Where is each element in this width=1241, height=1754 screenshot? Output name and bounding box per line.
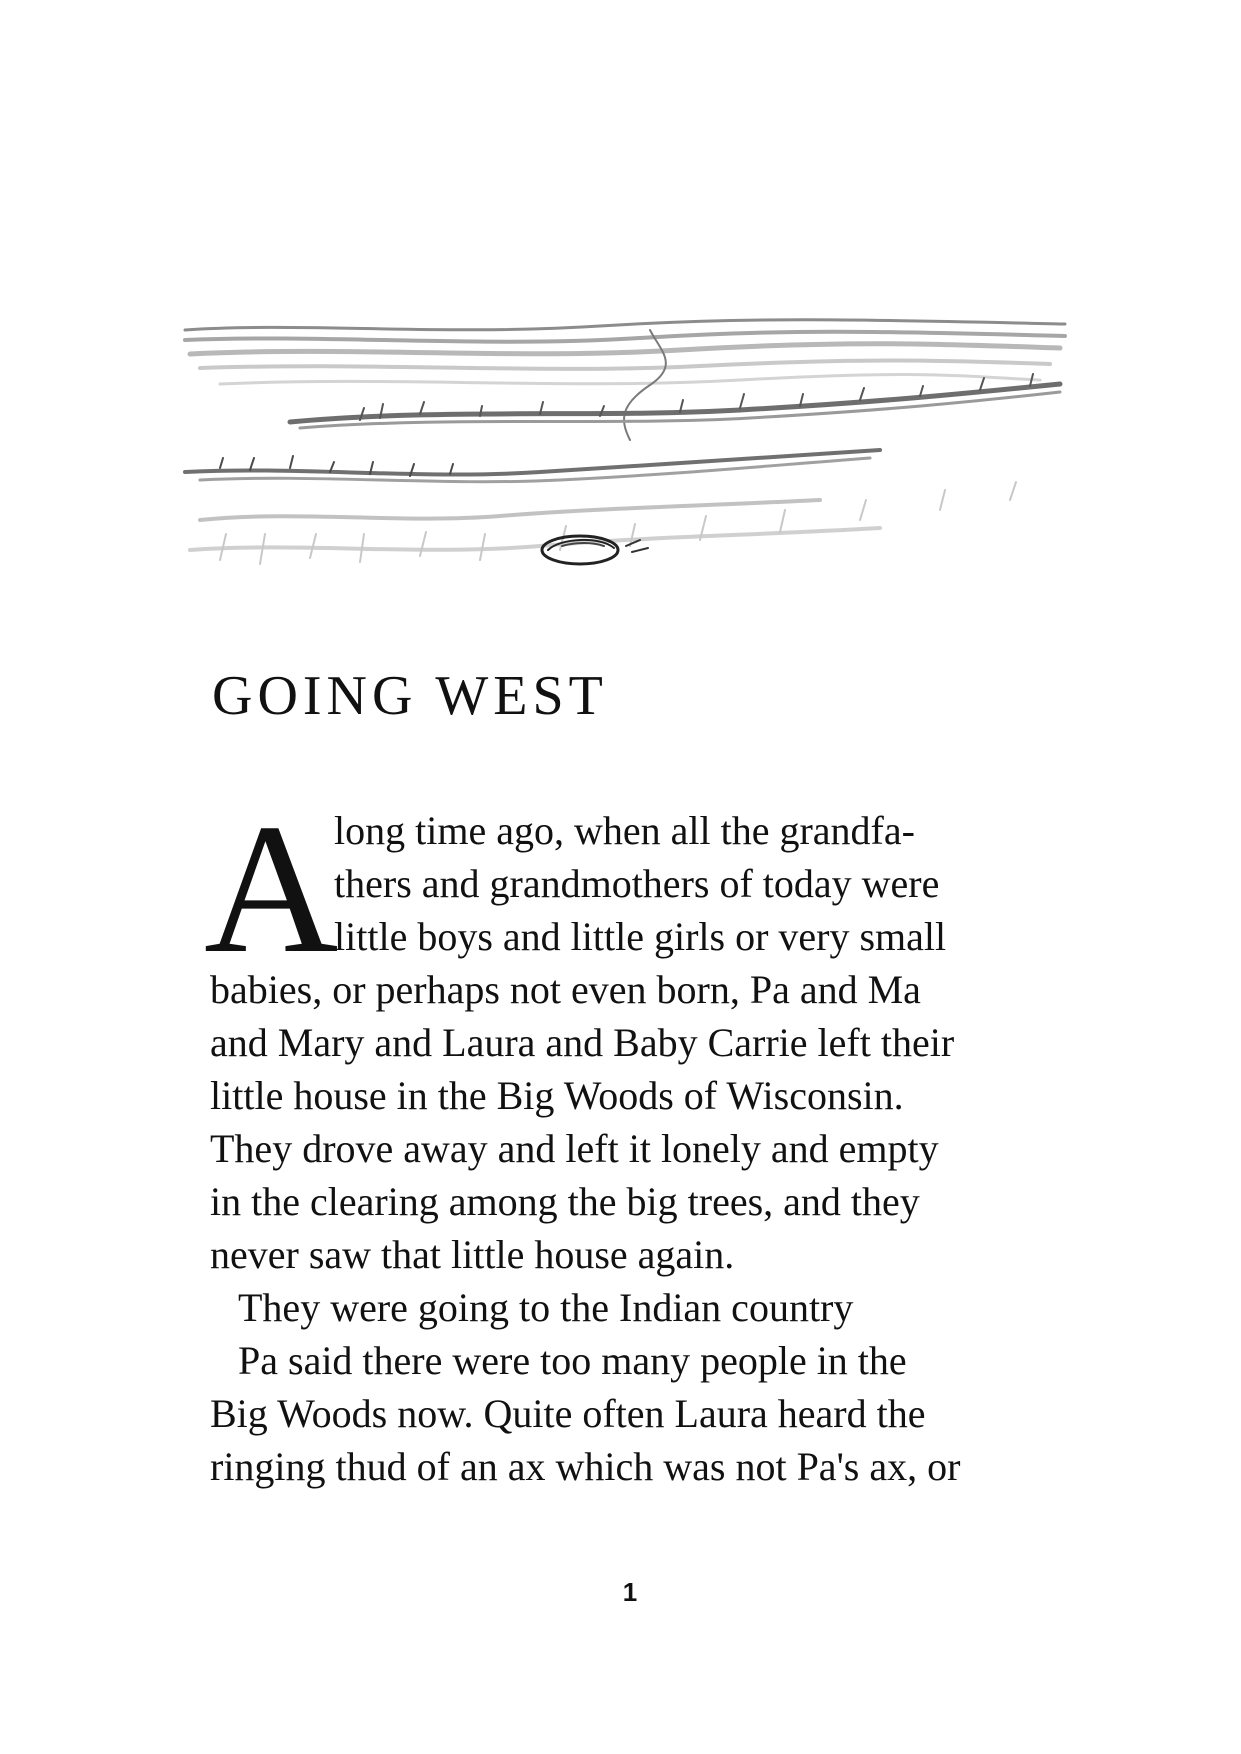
chapter-body-text: [204, 786, 1050, 1493]
text-line-7: They drove away and left it lonely and empty: [210, 1126, 939, 1171]
text-line-1: long time ago, when all the grandfa-: [334, 808, 915, 853]
drop-cap-letter: A: [204, 786, 339, 992]
text-line-2: thers and grandmothers of today were: [334, 861, 940, 906]
text-line-3: little boys and little girls or very small: [334, 914, 947, 959]
page-number: 1: [622, 1577, 638, 1607]
chapter-title: GOING WEST: [212, 665, 608, 727]
text-line-4: babies, or perhaps not even born, Pa and Ma: [210, 967, 921, 1012]
text-line-13: ringing thud of an ax which was not Pa's ax, or: [210, 1444, 961, 1489]
text-line-12: Big Woods now. Quite often Laura heard the: [210, 1391, 926, 1436]
text-line-10: They were going to the Indian country: [238, 1285, 854, 1330]
text-line-8: in the clearing among the big trees, and they: [210, 1179, 920, 1224]
text-line-9: never saw that little house again.: [210, 1232, 735, 1277]
prairie-landscape-illustration: [180, 310, 1070, 600]
text-line-11: Pa said there were too many people in the: [238, 1338, 907, 1383]
text-line-5: and Mary and Laura and Baby Carrie left their: [210, 1020, 955, 1065]
text-line-6: little house in the Big Woods of Wisconsin.: [210, 1073, 904, 1118]
